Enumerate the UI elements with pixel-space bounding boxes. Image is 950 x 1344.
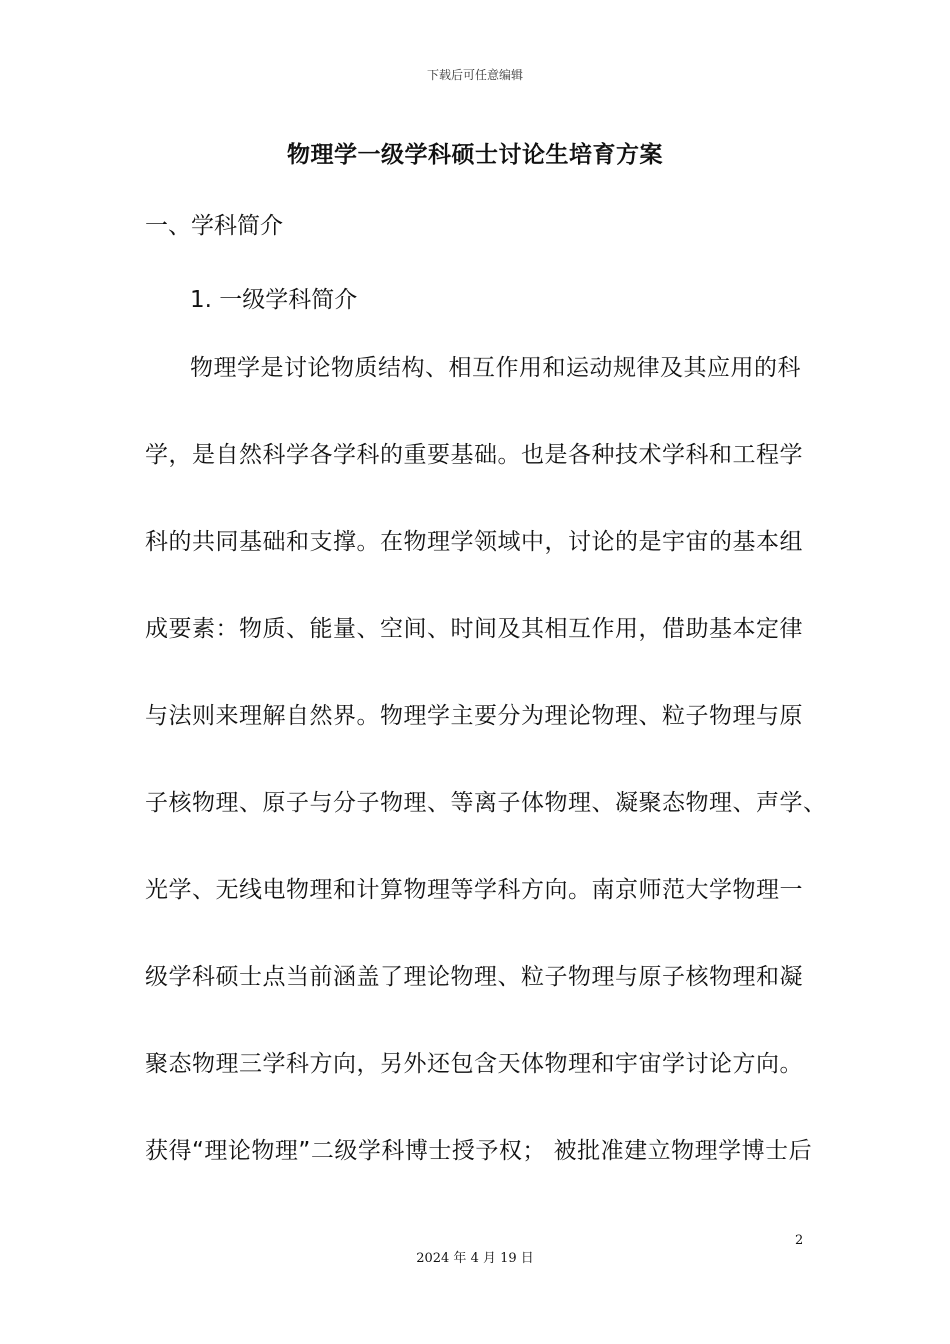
paragraph-line: 光学、无线电物理和计算物理等学科方向。南京师范大学物理一 bbox=[145, 877, 803, 903]
paragraph-line: 与法则来理解自然界。物理学主要分为理论物理、粒子物理与原 bbox=[145, 703, 803, 729]
paragraph-line: 子核物理、原子与分子物理、等离子体物理、凝聚态物理、声学、 bbox=[145, 790, 827, 816]
paragraph-line: 获得“理论物理”二级学科博士授予权； 被批准建立物理学博士后 bbox=[145, 1138, 813, 1164]
document-title: 物理学一级学科硕士讨论生培育方案 bbox=[287, 142, 663, 168]
paragraph-line: 聚态物理三学科方向，另外还包含天体物理和宇宙学讨论方向。 bbox=[145, 1051, 803, 1077]
paragraph-line: 科的共同基础和支撑。在物理学领域中，讨论的是宇宙的基本组 bbox=[145, 529, 803, 555]
page-number: 2 bbox=[795, 1233, 804, 1248]
section-heading: 一、学科简介 bbox=[145, 213, 283, 239]
paragraph-line: 物理学是讨论物质结构、相互作用和运动规律及其应用的科 bbox=[190, 355, 801, 381]
header-note: 下载后可任意编辑 bbox=[426, 68, 523, 82]
paragraph-line: 学，是自然科学各学科的重要基础。也是各种技术学科和工程学 bbox=[145, 442, 803, 468]
body-paragraph bbox=[145, 347, 825, 1217]
sub-heading: 1. 一级学科简介 bbox=[190, 287, 358, 313]
footer-date: 2024 年 4 月 19 日 bbox=[416, 1251, 534, 1266]
paragraph-line: 成要素：物质、能量、空间、时间及其相互作用，借助基本定律 bbox=[145, 616, 803, 642]
paragraph-line: 级学科硕士点当前涵盖了理论物理、粒子物理与原子核物理和凝 bbox=[145, 964, 803, 990]
